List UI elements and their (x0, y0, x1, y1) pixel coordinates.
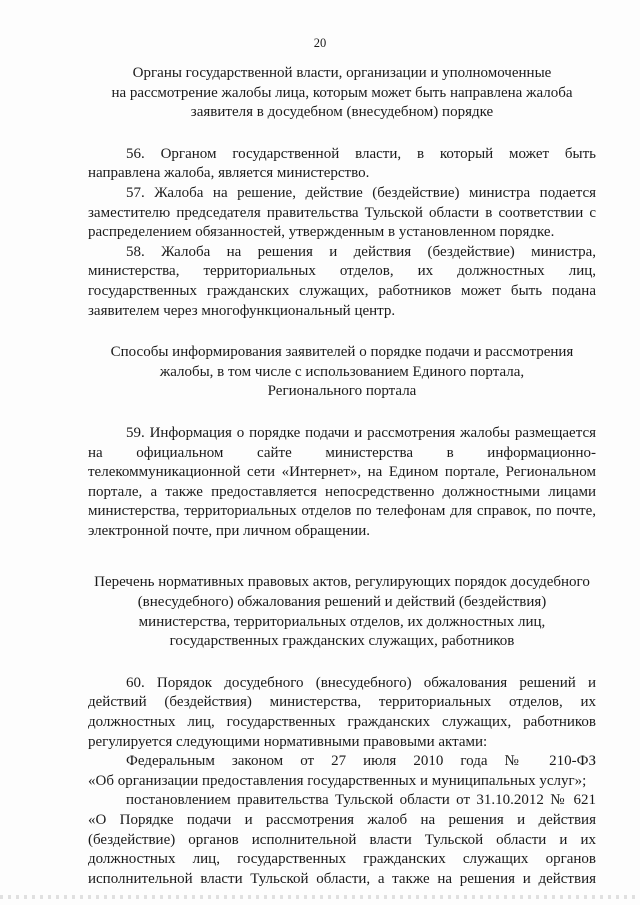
paragraph-57 (88, 184, 596, 243)
paragraph-line: должностных лиц, государственных гражданских служащих, работников (88, 714, 596, 731)
heading-line: Органы государственной власти, организации и уполномоченные (132, 65, 552, 81)
paragraph-line: заявителем через многофункциональный центр. (88, 302, 396, 319)
paragraph-58 (88, 243, 596, 321)
page-number: 20 (313, 36, 327, 50)
paragraph-line: распределением обязанностей, утвержденным в установленном порядке. (88, 224, 555, 241)
paragraph-line: Федеральным законом от 27 июля 2010 года № 210-ФЗ (126, 753, 596, 770)
heading-line: заявителя в досудебном (внесудебном) порядке (190, 104, 494, 121)
paragraph-line: направлена жалоба, является министерство. (88, 165, 370, 182)
scan-edge-artifact (0, 895, 640, 899)
paragraph-60 (88, 674, 596, 752)
paragraph-line: электронной почте, при личном обращении. (88, 522, 371, 539)
paragraph-56 (88, 145, 596, 184)
heading-line: Регионального портала (267, 383, 417, 400)
paragraph-federal-law (88, 752, 596, 791)
paragraph-line: государственных гражданских служащих, работников может быть подана (88, 282, 596, 299)
paragraph-line: на официальном сайте министерства в информационно- (88, 444, 596, 461)
heading-line: государственных гражданских служащих, работников (169, 633, 515, 650)
paragraph-line: (бездействие) органов исполнительной власти Тульской области и их (88, 831, 596, 848)
paragraph-line: заместителю председателя правительства Тульской области в соответствии с (88, 204, 596, 221)
heading-line: Способы информирования заявителей о порядке подачи и рассмотрения (110, 344, 574, 361)
heading-line: Перечень нормативных правовых актов, регулирующих порядок досудебного (94, 574, 590, 591)
paragraph-line: 56. Органом государственной власти, в который может быть (126, 145, 596, 162)
paragraph-line: министерства, территориальных отделов, их должностных лиц, (88, 263, 596, 280)
document-body (88, 64, 596, 889)
section-heading-regulatory-acts (88, 573, 596, 651)
paragraph-59 (88, 424, 596, 542)
section-heading-informing-methods (88, 343, 596, 402)
paragraph-line: 58. Жалоба на решения и действия (бездействие) министра, (126, 243, 596, 260)
paragraph-line: портале, а также предоставляется непосредственно должностными лицами (88, 483, 596, 500)
paragraph-line: министерства, территориальных отделов по телефонам для справок, по почте, (88, 503, 596, 520)
heading-line: жалобы, в том числе с использованием Единого портала, (159, 363, 525, 380)
paragraph-line: регулируется следующими нормативными правовыми актами: (88, 733, 488, 750)
paragraph-line: постановлением правительства Тульской области от 31.10.2012 № 621 (126, 792, 596, 809)
section-heading-complaint-authorities (88, 64, 596, 123)
paragraph-line: «О Порядке подачи и рассмотрения жалоб на решения и действия (88, 812, 596, 828)
paragraph-line: должностных лиц, государственных гражданских служащих органов (88, 851, 596, 868)
heading-line: на рассмотрение жалобы лица, которым может быть направлена жалоба (111, 84, 573, 101)
paragraph-line: действий (бездействия) министерства, территориальных отделов, их (88, 694, 596, 711)
paragraph-line: 59. Информация о порядке подачи и рассмотрения жалобы размещается (126, 424, 596, 441)
heading-line: (внесудебного) обжалования решений и действий (бездействия) (137, 594, 547, 611)
paragraph-line: «Об организации предоставления государственных и муниципальных услуг»; (88, 772, 587, 789)
paragraph-line: 60. Порядок досудебного (внесудебного) обжалования решений и (126, 674, 596, 691)
paragraph-line: исполнительной власти Тульской области, а также на решения и действия (88, 870, 596, 887)
heading-line: министерства, территориальных отделов, их должностных лиц, (138, 613, 546, 630)
paragraph-regional-resolution (88, 791, 596, 889)
paragraph-line: телекоммуникационной сети «Интернет», на Едином портале, Региональном (88, 464, 596, 481)
paragraph-line: 57. Жалоба на решение, действие (бездействие) министра подается (126, 184, 596, 201)
